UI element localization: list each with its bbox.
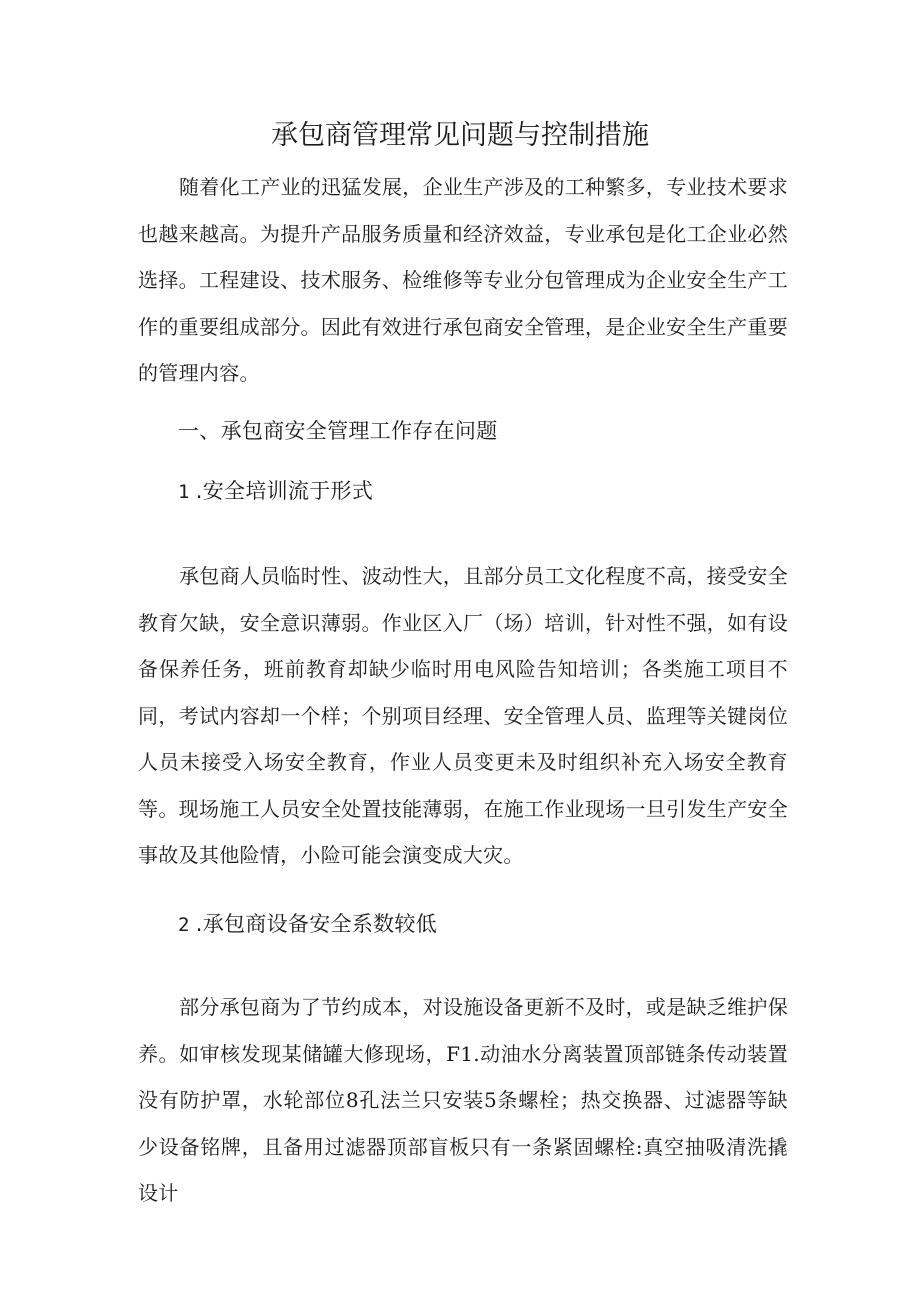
subsection-paragraph-2: 部分承包商为了节约成本，对设施设备更新不及时，或是缺乏维护保养。如审核发现某储罐大修现场，F1.动油水分离装置顶部链条传动装置没有防护罩，水轮部位8孔法兰只安装5条螺栓；热交换器、过滤器等缺少设备铭牌，且备用过滤器顶部盲板只有一条紧固螺栓:真空抽吸清洗撬设计 [138,995,788,1204]
subsection-number: 2 [178,914,190,936]
subsection-heading-2 [178,909,437,940]
section-heading: 一、承包商安全管理工作存在问题 [178,419,498,443]
subsection-title: .安全培训流于形式 [195,479,374,503]
subsection-paragraph-1: 承包商人员临时性、波动性大，且部分员工文化程度不高，接受安全教育欠缺，安全意识薄弱。作业区入厂（场）培训，针对性不强，如有设备保养任务，班前教育却缺少临时用电风险告知培训；各类施工项目不同，考试内容却一个样；个别项目经理、安全管理人员、监理等关键岗位人员未接受入场安全教育，作业人员变更未及时组织补充入场安全教育等。现场施工人员安全处置技能薄弱，在施工作业现场一旦引发生产安全事故及其他险情，小险可能会演变成大灾。 [138,564,788,867]
document-title: 承包商管理常见问题与控制措施 [271,120,649,151]
subsection-heading-1 [178,476,373,507]
subsection-number: 1 [178,481,190,503]
intro-paragraph: 随着化工产业的迅猛发展，企业生产涉及的工种繁多，专业技术要求也越来越高。为提升产品服务质量和经济效益，专业承包是化工企业必然选择。工程建设、技术服务、检维修等专业分包管理成为企业安全生产工作的重要组成部分。因此有效进行承包商安全管理，是企业安全生产重要的管理内容。 [138,175,788,385]
subsection-title: .承包商设备安全系数较低 [195,912,438,936]
